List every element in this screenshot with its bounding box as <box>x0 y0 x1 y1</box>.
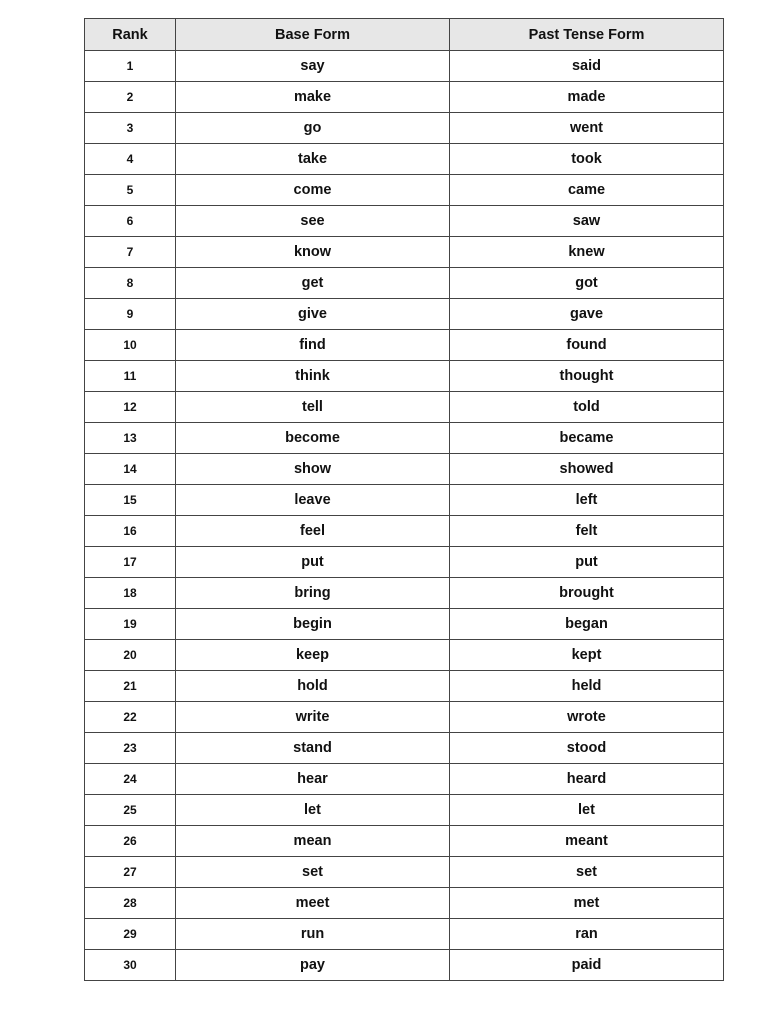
rank-cell: 24 <box>85 764 176 795</box>
rank-cell: 8 <box>85 268 176 299</box>
table-row <box>85 671 724 702</box>
table-row <box>85 237 724 268</box>
table-row <box>85 206 724 237</box>
past-tense-cell: heard <box>450 764 724 795</box>
table-row <box>85 175 724 206</box>
table-row <box>85 299 724 330</box>
rank-cell: 13 <box>85 423 176 454</box>
rank-cell: 27 <box>85 857 176 888</box>
rank-cell: 28 <box>85 888 176 919</box>
rank-cell: 4 <box>85 144 176 175</box>
rank-cell: 25 <box>85 795 176 826</box>
past-tense-cell: paid <box>450 950 724 981</box>
past-tense-cell: found <box>450 330 724 361</box>
base-form-cell: feel <box>176 516 450 547</box>
past-tense-cell: made <box>450 82 724 113</box>
base-form-cell: pay <box>176 950 450 981</box>
table-row <box>85 702 724 733</box>
rank-cell: 5 <box>85 175 176 206</box>
past-tense-cell: put <box>450 547 724 578</box>
rank-cell: 17 <box>85 547 176 578</box>
table-row <box>85 578 724 609</box>
rank-cell: 10 <box>85 330 176 361</box>
base-form-cell: keep <box>176 640 450 671</box>
base-form-cell: hear <box>176 764 450 795</box>
past-tense-cell: meant <box>450 826 724 857</box>
past-tense-cell: got <box>450 268 724 299</box>
rank-cell: 6 <box>85 206 176 237</box>
past-tense-cell: thought <box>450 361 724 392</box>
rank-cell: 1 <box>85 51 176 82</box>
past-tense-cell: saw <box>450 206 724 237</box>
rank-cell: 14 <box>85 454 176 485</box>
past-tense-cell: said <box>450 51 724 82</box>
rank-cell: 9 <box>85 299 176 330</box>
base-form-cell: leave <box>176 485 450 516</box>
base-form-cell: get <box>176 268 450 299</box>
table-row <box>85 454 724 485</box>
base-form-cell: take <box>176 144 450 175</box>
past-tense-cell: set <box>450 857 724 888</box>
base-form-cell: say <box>176 51 450 82</box>
base-form-cell: show <box>176 454 450 485</box>
table-row <box>85 888 724 919</box>
base-form-cell: make <box>176 82 450 113</box>
past-tense-cell: brought <box>450 578 724 609</box>
table-header <box>85 19 724 51</box>
past-tense-cell: gave <box>450 299 724 330</box>
past-tense-cell: felt <box>450 516 724 547</box>
past-tense-cell: stood <box>450 733 724 764</box>
past-tense-cell: left <box>450 485 724 516</box>
table-row <box>85 113 724 144</box>
rank-column-header: Rank <box>85 19 176 51</box>
past-tense-cell: went <box>450 113 724 144</box>
base-form-cell: put <box>176 547 450 578</box>
rank-cell: 18 <box>85 578 176 609</box>
past-tense-cell: began <box>450 609 724 640</box>
header-row <box>85 19 724 51</box>
base-form-cell: mean <box>176 826 450 857</box>
past-tense-cell: knew <box>450 237 724 268</box>
table-row <box>85 330 724 361</box>
table-row <box>85 516 724 547</box>
table-row <box>85 423 724 454</box>
verb-forms-table <box>84 18 724 981</box>
past-tense-cell: came <box>450 175 724 206</box>
table-row <box>85 640 724 671</box>
base-form-cell: hold <box>176 671 450 702</box>
table-row <box>85 826 724 857</box>
base-form-cell: come <box>176 175 450 206</box>
table-row <box>85 733 724 764</box>
past-tense-column-header: Past Tense Form <box>450 19 724 51</box>
base-form-cell: meet <box>176 888 450 919</box>
rank-cell: 12 <box>85 392 176 423</box>
past-tense-cell: let <box>450 795 724 826</box>
rank-cell: 30 <box>85 950 176 981</box>
rank-cell: 7 <box>85 237 176 268</box>
base-form-cell: see <box>176 206 450 237</box>
rank-cell: 22 <box>85 702 176 733</box>
base-form-cell: let <box>176 795 450 826</box>
rank-cell: 21 <box>85 671 176 702</box>
base-form-column-header: Base Form <box>176 19 450 51</box>
base-form-cell: become <box>176 423 450 454</box>
past-tense-cell: took <box>450 144 724 175</box>
past-tense-cell: told <box>450 392 724 423</box>
rank-cell: 11 <box>85 361 176 392</box>
table-row <box>85 950 724 981</box>
past-tense-cell: held <box>450 671 724 702</box>
table-row <box>85 857 724 888</box>
rank-cell: 3 <box>85 113 176 144</box>
base-form-cell: tell <box>176 392 450 423</box>
table-row <box>85 609 724 640</box>
past-tense-cell: wrote <box>450 702 724 733</box>
base-form-cell: find <box>176 330 450 361</box>
table-row <box>85 764 724 795</box>
past-tense-cell: ran <box>450 919 724 950</box>
table-row <box>85 919 724 950</box>
rank-cell: 29 <box>85 919 176 950</box>
base-form-cell: give <box>176 299 450 330</box>
table-row <box>85 361 724 392</box>
table-row <box>85 51 724 82</box>
table-row <box>85 268 724 299</box>
base-form-cell: go <box>176 113 450 144</box>
base-form-cell: bring <box>176 578 450 609</box>
past-tense-cell: met <box>450 888 724 919</box>
past-tense-cell: kept <box>450 640 724 671</box>
rank-cell: 16 <box>85 516 176 547</box>
base-form-cell: write <box>176 702 450 733</box>
table-row <box>85 82 724 113</box>
rank-cell: 2 <box>85 82 176 113</box>
table-body <box>85 51 724 981</box>
base-form-cell: think <box>176 361 450 392</box>
base-form-cell: begin <box>176 609 450 640</box>
rank-cell: 19 <box>85 609 176 640</box>
base-form-cell: run <box>176 919 450 950</box>
table-row <box>85 144 724 175</box>
base-form-cell: know <box>176 237 450 268</box>
table-row <box>85 547 724 578</box>
base-form-cell: set <box>176 857 450 888</box>
past-tense-cell: showed <box>450 454 724 485</box>
table-row <box>85 795 724 826</box>
past-tense-cell: became <box>450 423 724 454</box>
base-form-cell: stand <box>176 733 450 764</box>
rank-cell: 23 <box>85 733 176 764</box>
rank-cell: 15 <box>85 485 176 516</box>
table-row <box>85 392 724 423</box>
rank-cell: 20 <box>85 640 176 671</box>
table-row <box>85 485 724 516</box>
rank-cell: 26 <box>85 826 176 857</box>
